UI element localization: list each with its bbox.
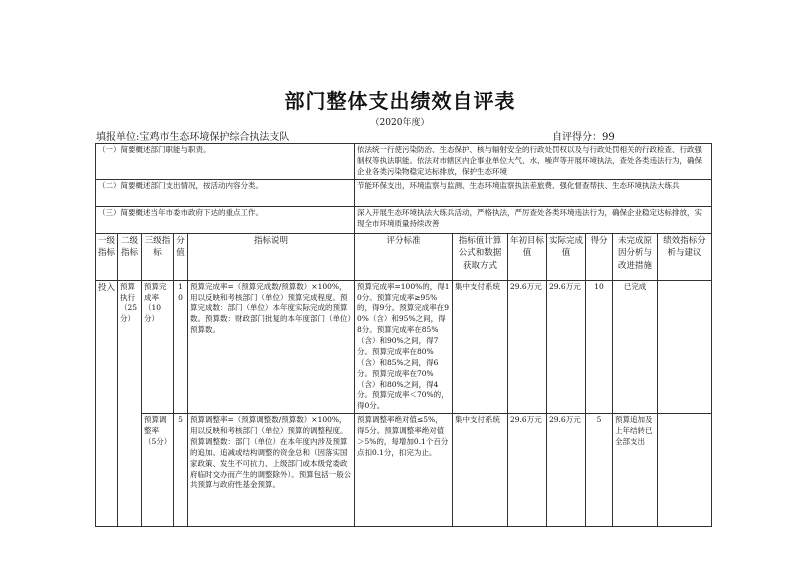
method-cell: 集中支付系统 <box>453 414 508 527</box>
description-row <box>96 144 712 180</box>
header-score: 分值 <box>174 233 188 280</box>
initial-cell: 29.6万元 <box>508 414 547 527</box>
header-desc: 指标说明 <box>188 233 355 280</box>
actual-cell: 29.6万元 <box>547 280 586 414</box>
description-question: （一）简要概述部门职能与职责。 <box>96 144 355 180</box>
header-lvl1: 一级指标 <box>96 233 118 280</box>
self-score: 自评得分：99 <box>552 132 615 143</box>
lvl2-cell: 预算执行（25分） <box>118 280 142 527</box>
header-lvl2: 二级指标 <box>118 233 142 280</box>
score-cell: 5 <box>174 414 188 527</box>
table-header-row <box>96 233 712 280</box>
header-got: 得分 <box>586 233 613 280</box>
reason-cell: 预算追加及上年结转已全部支出 <box>613 414 658 527</box>
header-method: 指标值计算公式和数据获取方式 <box>453 233 508 280</box>
got-cell: 10 <box>586 280 613 414</box>
desc-cell: 预算调整率=（预算调整数/预算数）×100%，用以反映和考核部门（单位）预算的调整程度。预算调整数：部门（单位）在本年度内涉及预算的追加、追减或结构调整的资金总和（因落实国家政策、发生不可抗力、上级部门或本级党委政府临时交办而产生的调整除外）。预算包括一般公共预算与政府性基金预算。 <box>188 414 355 527</box>
header-criteria: 评分标准 <box>355 233 453 280</box>
description-question: （二）简要概述部门支出情况，按活动内容分类。 <box>96 179 355 206</box>
header-advice: 绩效指标分析与建议 <box>658 233 712 280</box>
description-row <box>96 179 712 206</box>
description-question: （三）简要概述当年市委市政府下达的重点工作。 <box>96 206 355 233</box>
description-row <box>96 206 712 233</box>
header-actual: 实际完成值 <box>547 233 586 280</box>
year-label: （2020年度） <box>370 118 430 128</box>
initial-cell: 29.6万元 <box>508 280 547 414</box>
advice-cell <box>658 280 712 414</box>
header-lvl3: 三级指标 <box>142 233 174 280</box>
criteria-cell: 预算调整率绝对值≤5%，得5分。预算调整率绝对值＞5%的，每增加0.1个百分点扣0.1分，扣完为止。 <box>355 414 453 527</box>
page-title: 部门整体支出绩效自评表 <box>284 89 516 113</box>
evaluation-table <box>95 143 712 527</box>
score-cell: 10 <box>174 280 188 414</box>
description-answer: 依法统一行使污染防治、生态保护、核与辐射安全的行政处罚权以及与行政处罚相关的行政检查、行政强制权等执法职能。依法对市辖区内企事业单位大气、水、噪声等开展环境执法，查处各类违法行为，确保企业各类污染物稳定达标排放，保护生态环境 <box>355 144 712 180</box>
method-cell: 集中支付系统 <box>453 280 508 414</box>
reporting-unit: 填报单位:宝鸡市生态环境保护综合执法支队 <box>96 132 290 143</box>
header-reason: 未完成原因分析与改进措施 <box>613 233 658 280</box>
criteria-cell: 预算完成率=100%的，得10分。预算完成率≥95%的，得9分。预算完成率在90%（含）和95%之间，得8分。预算完成率在85%（含）和90%之间，得7分。预算完成率在80%（含）和85%之间，得6分。预算完成率在70%（含）和80%之间，得4分。预算完成率＜70%的，得0分。 <box>355 280 453 414</box>
desc-cell: 预算完成率=（预算完成数/预算数）×100%，用以反映和考核部门（单位）预算完成程度。预算完成数：部门（单位）本年度实际完成的预算数。预算数：财政部门批复的本年度部门（单位）预算数。 <box>188 280 355 414</box>
header-initial: 年初目标值 <box>508 233 547 280</box>
description-answer: 节能环保支出，环境监察与监测、生态环境监察执法差旅费、强化督查帮扶、生态环境执法大练兵 <box>355 179 712 206</box>
lvl3-cell: 预算调整率（5分） <box>142 414 174 527</box>
advice-cell <box>658 414 712 527</box>
lvl3-cell: 预算完成率（10分） <box>142 280 174 414</box>
reason-cell: 已完成 <box>613 280 658 414</box>
got-cell: 5 <box>586 414 613 527</box>
lvl1-cell: 投入 <box>96 280 118 527</box>
table-row <box>96 280 712 414</box>
actual-cell: 29.6万元 <box>547 414 586 527</box>
table-row <box>96 414 712 527</box>
description-answer: 深入开展生态环境执法大练兵活动，严格执法，严厉查处各类环境违法行为，确保企业稳定达标排放，实现全市环境质量持续改善 <box>355 206 712 233</box>
